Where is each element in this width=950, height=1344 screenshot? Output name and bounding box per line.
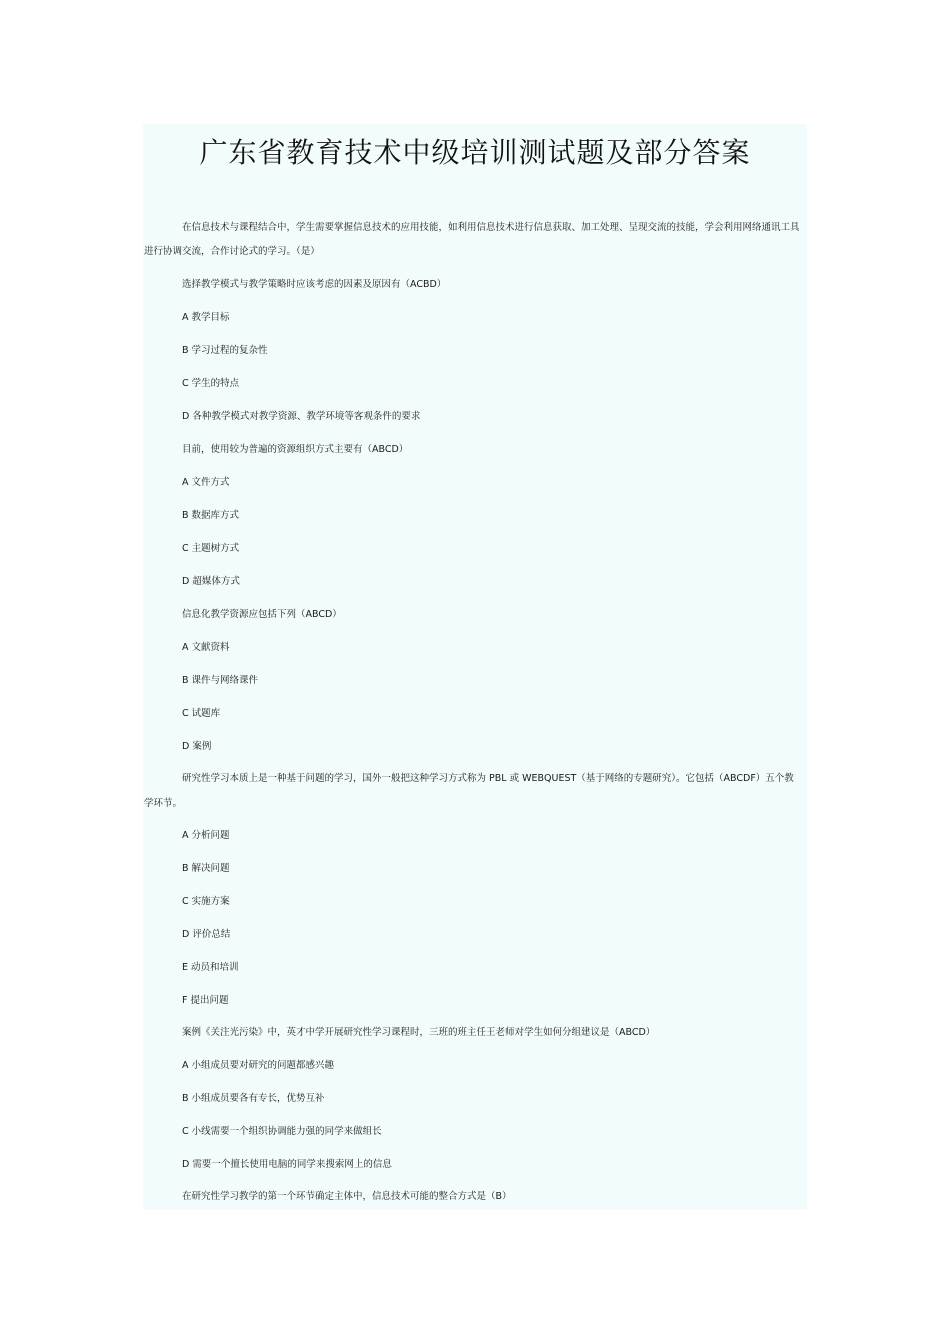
- answer-option: B 小组成员要各有专长，优势互补: [182, 1093, 325, 1104]
- answer-option: B 解决问题: [182, 863, 230, 874]
- answer-option: C 主题树方式: [182, 543, 240, 554]
- answer-option: F 提出问题: [182, 995, 229, 1006]
- document-title: 广东省教育技术中级培训测试题及部分答案: [199, 136, 751, 169]
- answer-option: E 动员和培训: [182, 962, 239, 973]
- answer-option: B 学习过程的复杂性: [182, 345, 268, 356]
- answer-option: D 超媒体方式: [182, 576, 240, 587]
- question-text: 在研究性学习教学的第一个环节确定主体中，信息技术可能的整合方式是（B）: [182, 1191, 512, 1202]
- answer-option: A 分析问题: [182, 830, 230, 841]
- question-text: 案例《关注光污染》中，英才中学开展研究性学习课程时，三班的班主任王老师对学生如何分组建议是（ABCD）: [182, 1027, 656, 1038]
- question-text: 研究性学习本质上是一种基于问题的学习，国外一般把这种学习方式称为 PBL 或 WEBQUEST（基于网络的专题研究）。它包括（ABCDF）五个教: [182, 773, 794, 784]
- answer-option: C 小线需要一个组织协调能力强的同学来做组长: [182, 1126, 382, 1137]
- question-text: 目前，使用较为普遍的资源组织方式主要有（ABCD）: [182, 444, 409, 455]
- answer-option: D 各种教学模式对教学资源、教学环境等客观条件的要求: [182, 411, 421, 422]
- answer-option: C 试题库: [182, 708, 221, 719]
- answer-option: B 课件与网络课件: [182, 675, 259, 686]
- answer-option: C 学生的特点: [182, 378, 240, 389]
- question-text: 选择教学模式与教学策略时应该考虑的因素及原因有（ACBD）: [182, 279, 447, 290]
- paragraph-line: 进行协调交流，合作讨论式的学习。（是）: [144, 246, 320, 257]
- answer-option: D 案例: [182, 741, 212, 752]
- question-text: 学环节。: [144, 798, 183, 809]
- answer-option: D 评价总结: [182, 929, 231, 940]
- answer-option: C 实施方案: [182, 896, 230, 907]
- paragraph-line: 在信息技术与课程结合中，学生需要掌握信息技术的应用技能，如利用信息技术进行信息获取、加工处理、呈现交流的技能，学会利用网络通讯工具: [182, 222, 800, 233]
- answer-option: A 文献资料: [182, 642, 230, 653]
- answer-option: B 数据库方式: [182, 510, 240, 521]
- answer-option: A 教学目标: [182, 312, 230, 323]
- question-text: 信息化教学资源应包括下列（ABCD）: [182, 609, 342, 620]
- answer-option: A 小组成员要对研究的问题都感兴趣: [182, 1060, 335, 1071]
- answer-option: D 需要一个擅长使用电脑的同学来搜索网上的信息: [182, 1159, 392, 1170]
- answer-option: A 文件方式: [182, 477, 230, 488]
